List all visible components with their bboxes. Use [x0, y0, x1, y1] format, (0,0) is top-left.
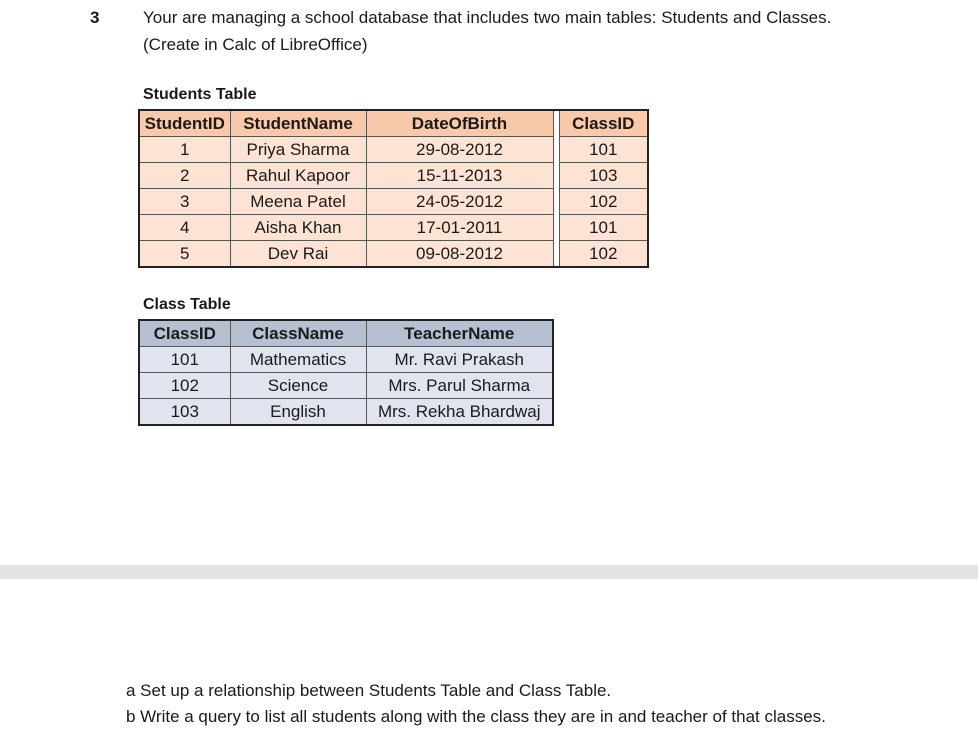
header-class-id: ClassID — [139, 320, 230, 347]
table-row — [139, 241, 648, 268]
header-student-name: StudentName — [230, 110, 366, 137]
class-id-cell: 102 — [559, 189, 648, 215]
header-class-id: ClassID — [559, 110, 648, 137]
class-header-row — [139, 320, 553, 347]
table-row — [139, 373, 553, 399]
students-table — [138, 109, 649, 268]
class-name-cell: Science — [230, 373, 366, 399]
student-id-cell: 1 — [139, 137, 230, 163]
question-subtext: (Create in Calc of LibreOffice) — [143, 35, 368, 54]
table-row — [139, 215, 648, 241]
class-id-cell: 102 — [559, 241, 648, 268]
date-of-birth-cell: 15-11-2013 — [366, 163, 553, 189]
header-student-id: StudentID — [139, 110, 230, 137]
class-id-cell: 102 — [139, 373, 230, 399]
students-header-row — [139, 110, 648, 137]
student-name-cell: Priya Sharma — [230, 137, 366, 163]
class-id-cell: 101 — [559, 137, 648, 163]
class-table — [138, 319, 554, 426]
teacher-name-cell: Mrs. Parul Sharma — [366, 373, 553, 399]
class-id-cell: 103 — [559, 163, 648, 189]
student-id-cell: 5 — [139, 241, 230, 268]
table-row — [139, 163, 648, 189]
table-row — [139, 399, 553, 426]
date-of-birth-cell: 09-08-2012 — [366, 241, 553, 268]
date-of-birth-cell: 29-08-2012 — [366, 137, 553, 163]
class-table-title: Class Table — [143, 296, 231, 313]
header-date-of-birth: DateOfBirth — [366, 110, 553, 137]
question-text: Your are managing a school database that includes two main tables: Students and Classes. — [143, 8, 832, 27]
class-name-cell: English — [230, 399, 366, 426]
students-table-title: Students Table — [143, 86, 257, 103]
student-name-cell: Aisha Khan — [230, 215, 366, 241]
table-row — [139, 189, 648, 215]
date-of-birth-cell: 17-01-2011 — [366, 215, 553, 241]
class-id-cell: 101 — [559, 215, 648, 241]
student-id-cell: 3 — [139, 189, 230, 215]
student-name-cell: Rahul Kapoor — [230, 163, 366, 189]
table-row — [139, 137, 648, 163]
task-b: b Write a query to list all students along with the class they are in and teacher of that classes. — [126, 707, 826, 726]
class-id-cell: 101 — [139, 347, 230, 373]
header-class-name: ClassName — [230, 320, 366, 347]
teacher-name-cell: Mr. Ravi Prakash — [366, 347, 553, 373]
question-number: 3 — [90, 8, 100, 27]
student-id-cell: 4 — [139, 215, 230, 241]
date-of-birth-cell: 24-05-2012 — [366, 189, 553, 215]
class-name-cell: Mathematics — [230, 347, 366, 373]
student-id-cell: 2 — [139, 163, 230, 189]
student-name-cell: Dev Rai — [230, 241, 366, 268]
student-name-cell: Meena Patel — [230, 189, 366, 215]
section-divider — [0, 565, 978, 579]
header-teacher-name: TeacherName — [366, 320, 553, 347]
class-id-cell: 103 — [139, 399, 230, 426]
task-a: a Set up a relationship between Students Table and Class Table. — [126, 681, 612, 700]
teacher-name-cell: Mrs. Rekha Bhardwaj — [366, 399, 553, 426]
table-row — [139, 347, 553, 373]
